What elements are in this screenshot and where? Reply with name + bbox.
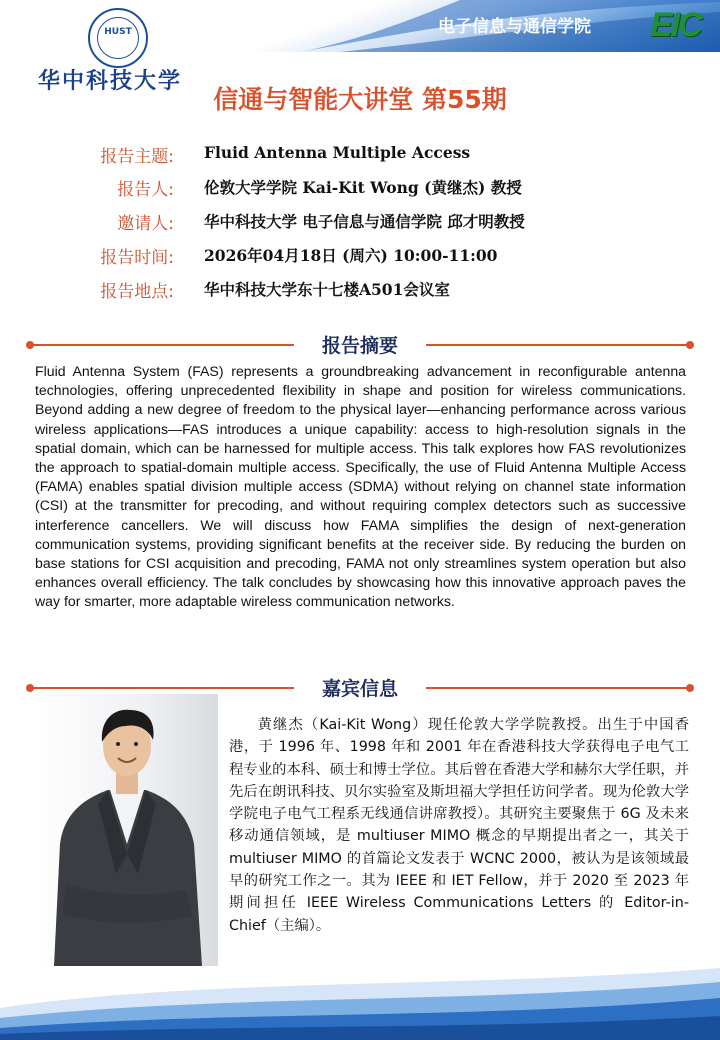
abstract-section-header: [0, 331, 720, 359]
university-name: 华中科技大学: [38, 68, 183, 94]
speaker-bio: 黄继杰（Kai-Kit Wong）现任伦敦大学学院教授。出生于中国香港，于 1996 年、1998 年和 2001 年在香港科技大学获得电子电气工程专业的本科、硕士和博士学位。其后曾在香港大学和赫尔大学任职，并先后在朗讯科技、贝尔实验室及斯坦福大学担任访问学者。现为伦敦大学学院电子电气工程系无线通信讲席教授）。其研究主要聚焦于 6G 及未来移动通信领域，是 multiuser MIMO 概念的早期提出者之一，其关于 multiuser MIMO 的首篇论文发表于 WCNC 2000，被认为是该领域最早的研究工作之一。其为 IEEE 和 IET Fellow，并于 2020 至 2023 年期间担任 IEEE Wireless Communications Letters 的 Editor-in-Chief（主编）。: [229, 717, 689, 934]
time-label: 报告时间:: [100, 248, 174, 268]
inviter-label: 邀请人:: [117, 214, 174, 234]
school-name: 电子信息与通信学院: [438, 17, 591, 37]
topic-label: 报告主题:: [100, 147, 174, 167]
time-value: 2026年04月18日 (周六) 10:00-11:00: [204, 246, 498, 265]
school-logo: EIC: [650, 6, 701, 44]
speaker-photo: [36, 694, 218, 966]
abstract-heading: 报告摘要: [321, 335, 398, 357]
venue-value: 华中科技大学东十七楼A501会议室: [204, 280, 450, 299]
venue-label: 报告地点:: [100, 282, 174, 302]
info-row-topic: [0, 142, 720, 172]
guest-heading: 嘉宾信息: [321, 678, 398, 700]
info-row-time: [0, 243, 720, 273]
speaker-label: 报告人:: [117, 180, 174, 200]
footer-wave-decoration: [0, 968, 720, 1040]
seal-text: HUST: [104, 27, 132, 37]
university-seal: [88, 8, 148, 68]
lecture-title: 信通与智能大讲堂 第55期: [213, 85, 507, 114]
speaker-value: 伦敦大学学院 Kai-Kit Wong (黄继杰) 教授: [204, 178, 522, 197]
university-logo: [38, 8, 188, 94]
inviter-value: 华中科技大学 电子信息与通信学院 邱才明教授: [204, 212, 525, 231]
topic-value: Fluid Antenna Multiple Access: [204, 143, 471, 162]
abstract-text: Fluid Antenna System (FAS) represents a groundbreaking advancement in reconfigurable antenna technologies, offering unprecedented flexibility in shape and position for wireless communications. Beyond adding a new degree of freedom to the physical layer—enhancing performance across various wireless applications—FAS introduces a unique capability: access to high-resolution signals in the spatial domain, which can be harnessed for multiple access. This talk explores how FAS revolutionizes the approach to spatial-domain multiple access. Specifically, the use of Fluid Antenna Multiple Access (FAMA) enables spatial division multiple access (SDMA) without relying on channel state information (CSI) at the transmitter for precoding, and without requiring complex detectors such as successive interference cancellers. We will discuss how FAMA simplifies the design of next-generation communication systems, providing significant benefits at the receiver side. By reducing the burden on base stations for CSI acquisition and precoding, FAMA not only streamlines system operation but also enhances overall efficiency. The talk concludes by showcasing how this innovative approach paves the way for smarter, more adaptable wireless communication networks.: [35, 363, 686, 610]
info-row-inviter: [0, 209, 720, 239]
info-row-venue: [0, 277, 720, 307]
info-row-speaker: [0, 175, 720, 205]
